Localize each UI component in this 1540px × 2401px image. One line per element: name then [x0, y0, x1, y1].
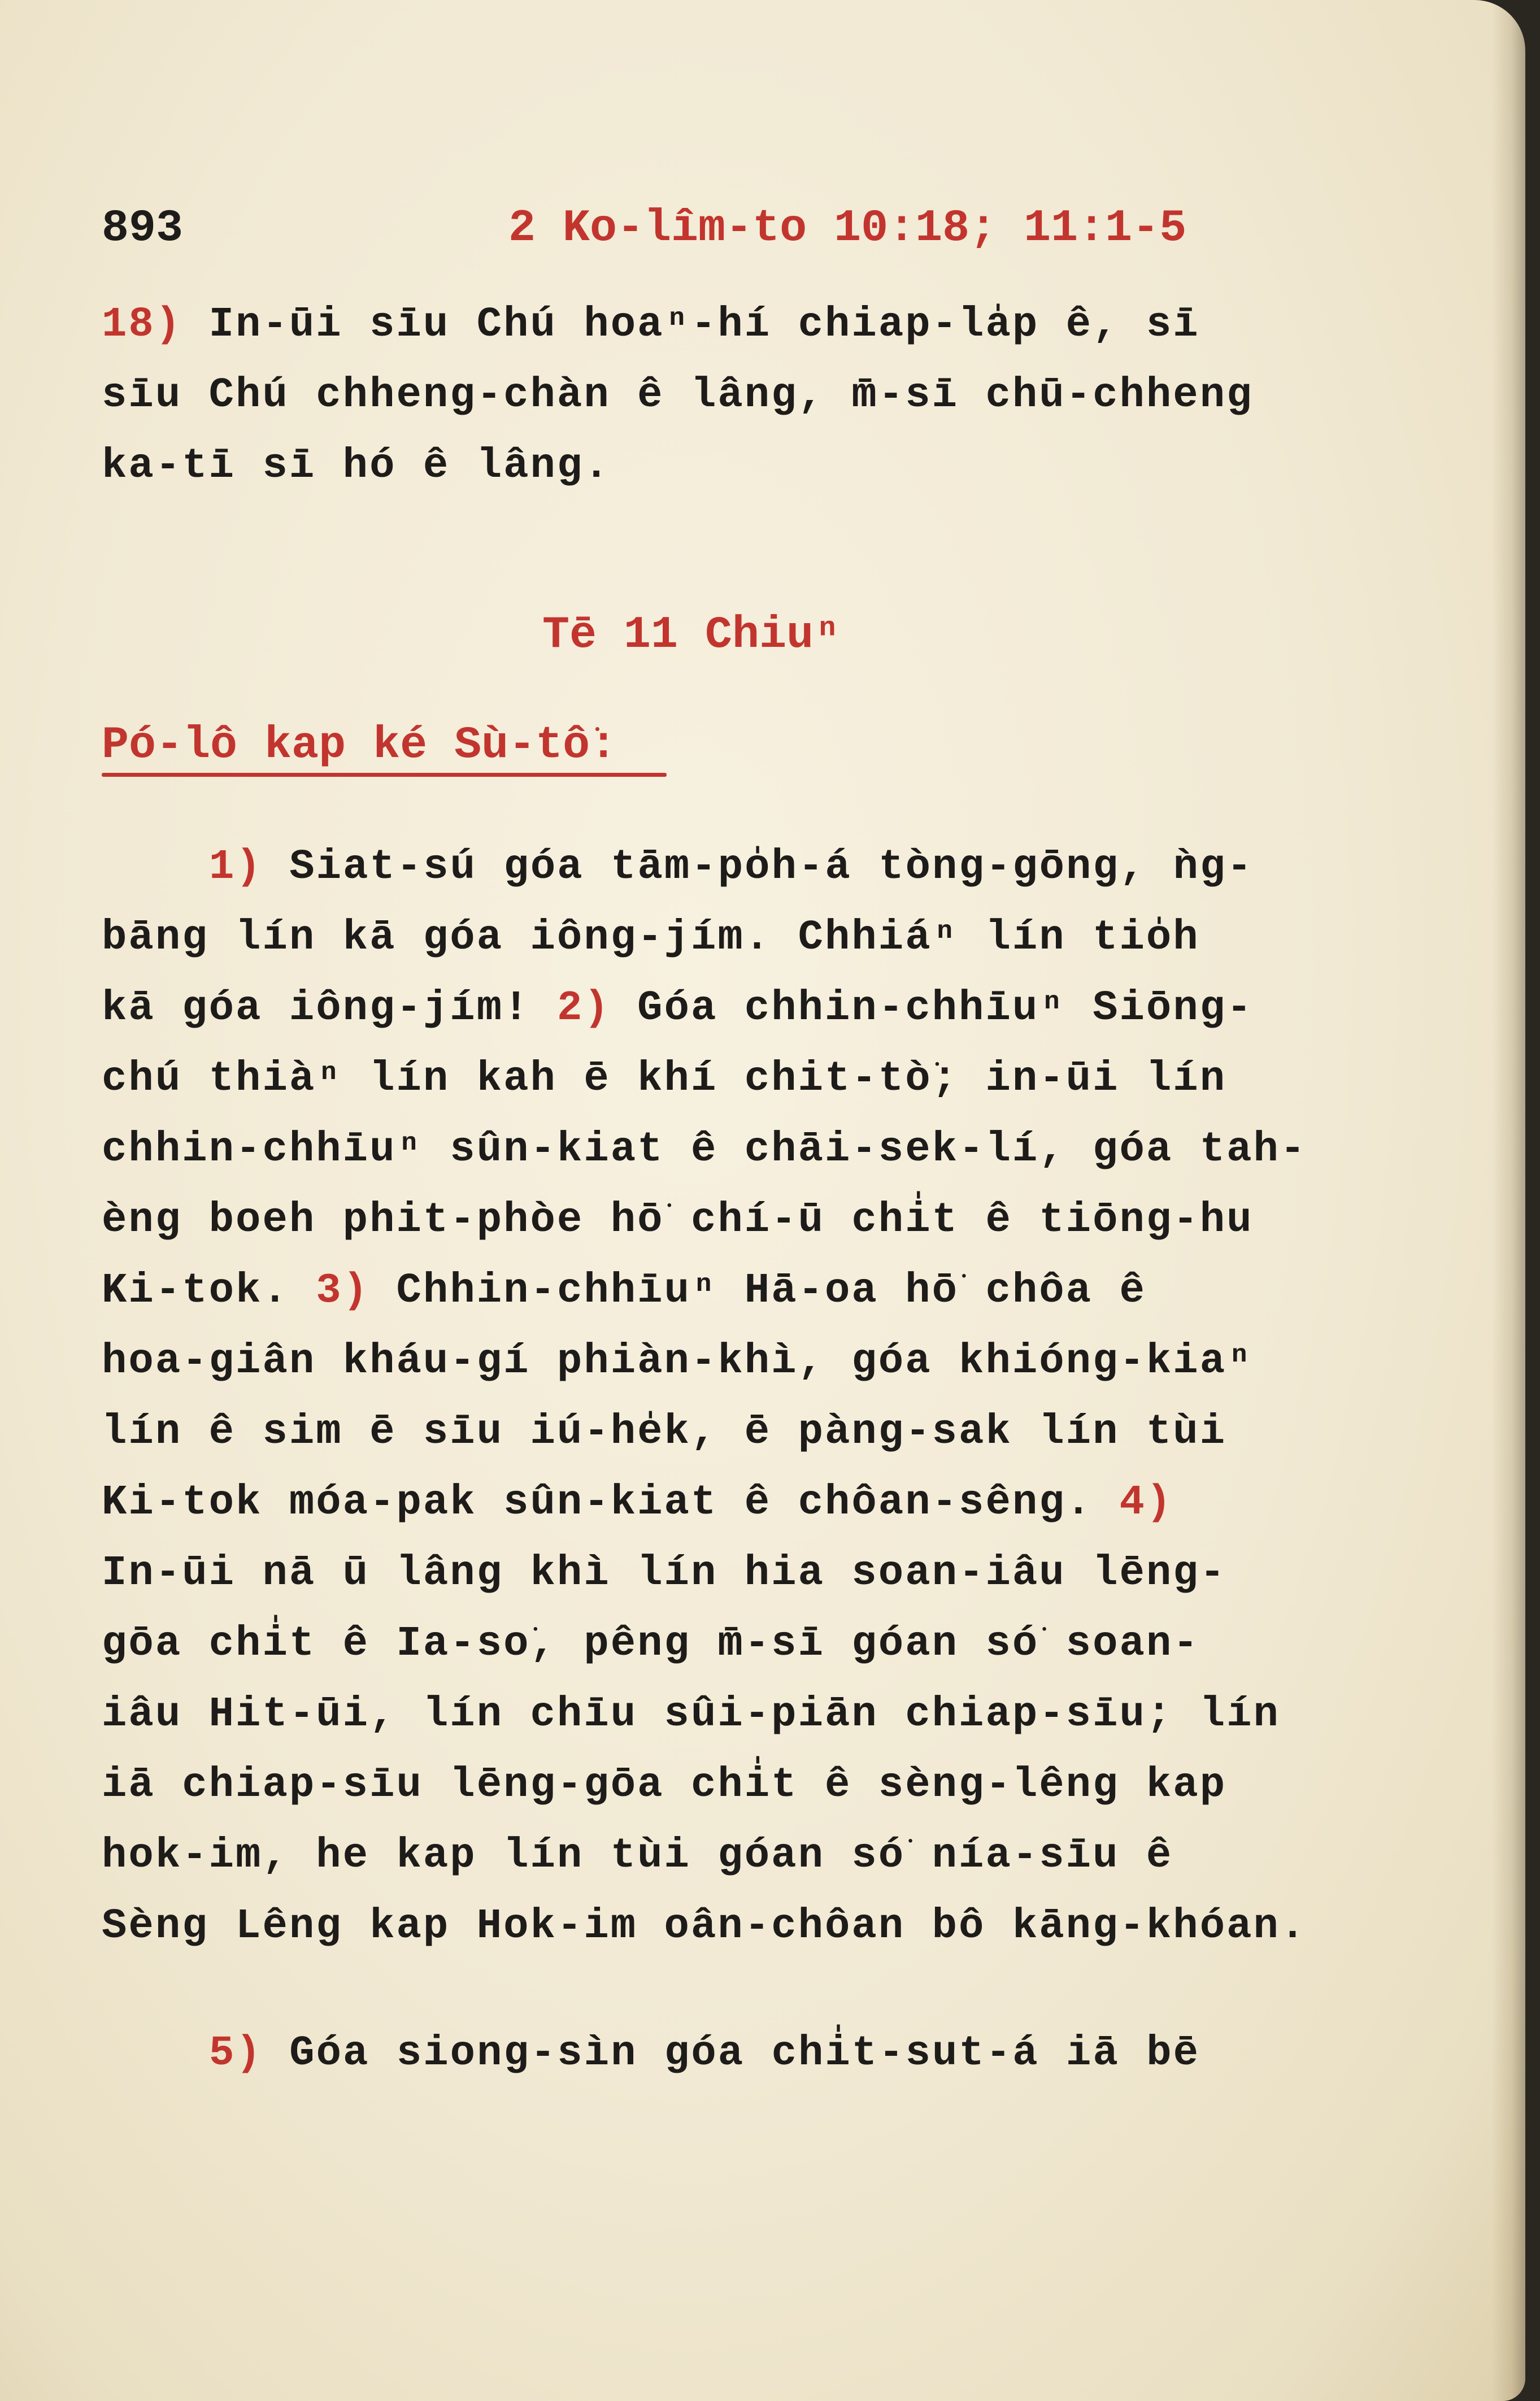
- para-line-1: [209, 842, 1446, 893]
- section-heading: Pó-lô kap ké Sù-tô͘:: [102, 720, 617, 771]
- para-line-12: gōa chi̍t ê Ia-so͘, pêng m̄-sī góan só͘ soan-: [102, 1620, 1200, 1668]
- para2-line-1: [209, 2028, 1446, 2079]
- verse-number-3: 3): [316, 1267, 370, 1315]
- verse-text: Ki-tok.: [102, 1267, 316, 1315]
- para-line-4: chú thiàⁿ lín kah ē khí chit-tò͘; in-ūi lín: [102, 1055, 1227, 1103]
- para-line-13: iâu Hit-ūi, lín chīu sûi-piān chiap-sīu; lín: [102, 1691, 1280, 1738]
- verse-18-line-1: [102, 299, 1446, 350]
- para-line-10: [102, 1477, 1446, 1528]
- chapter-heading: Tē 11 Chiuⁿ: [542, 610, 841, 661]
- para-line-6: èng boeh phit-phòe hō͘ chí-ū chi̍t ê tiōng-hu: [102, 1197, 1254, 1244]
- verse-text: Chhin-chhīuⁿ Hā-oa hō͘ chôa ê: [369, 1267, 1146, 1315]
- verse-18-line-3: ka-tī sī hó ê lâng.: [102, 442, 611, 490]
- verse-text: Ki-tok móa-pak sûn-kiat ê chôan-sêng.: [102, 1479, 1120, 1526]
- para-line-3: [102, 983, 1446, 1034]
- verse-text: In-ūi sīu Chú hoaⁿ-hí chiap-la̍p ê, sī: [182, 301, 1200, 349]
- para-line-16: Sèng Lêng kap Hok-im oân-chôan bô kāng-khóan.: [102, 1903, 1307, 1950]
- verse-number-5: 5): [209, 2030, 263, 2077]
- para-line-11: In-ūi nā ū lâng khì lín hia soan-iâu lēng-: [102, 1550, 1227, 1597]
- para-line-15: hok-im, he kap lín tùi góan só͘ nía-sīu ê: [102, 1832, 1173, 1880]
- section-heading-underline: [102, 773, 667, 777]
- para-line-5: chhin-chhīuⁿ sûn-kiat ê chāi-sek-lí, góa tah-: [102, 1126, 1307, 1173]
- verse-text: Góa siong-sìn góa chi̍t-sut-á iā bē: [262, 2030, 1200, 2077]
- verse-number-18: 18): [102, 301, 182, 349]
- para-line-9: lín ê sim ē sīu iú-he̍k, ē pàng-sak lín tùi: [102, 1408, 1227, 1456]
- verse-18-line-2: sīu Chú chheng-chàn ê lâng, m̄-sī chū-chheng: [102, 372, 1254, 419]
- para-line-2: bāng lín kā góa iông-jím. Chhiáⁿ lín tio̍h: [102, 914, 1200, 962]
- verse-text: kā góa iông-jím!: [102, 985, 557, 1032]
- para-line-7: [102, 1265, 1446, 1316]
- page-number: 893: [102, 203, 184, 254]
- verse-number-2: 2): [556, 985, 611, 1032]
- running-title: 2 Ko-lîm-to 10:18; 11:1-5: [508, 203, 1187, 254]
- verse-text: Siat-sú góa tām-po̍h-á tòng-gōng, ǹg-: [262, 843, 1254, 891]
- para-line-14: iā chiap-sīu lēng-gōa chi̍t ê sèng-lêng kap: [102, 1761, 1227, 1809]
- verse-number-1: 1): [209, 843, 263, 891]
- verse-number-4: 4): [1119, 1479, 1173, 1526]
- verse-text: Góa chhin-chhīuⁿ Siōng-: [610, 985, 1254, 1032]
- para-line-8: hoa-giân kháu-gí phiàn-khì, góa khióng-kiaⁿ: [102, 1338, 1254, 1385]
